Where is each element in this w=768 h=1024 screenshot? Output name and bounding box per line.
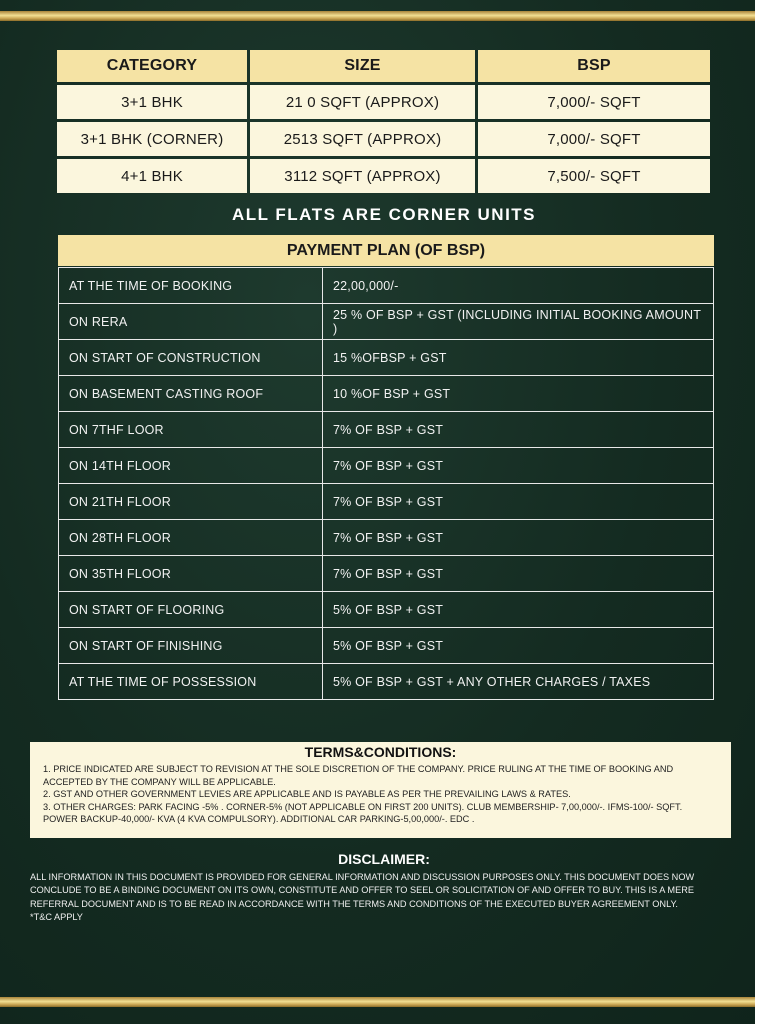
disclaimer-line: *T&C APPLY [30,911,83,922]
header-bsp: BSP [478,50,710,82]
table-row [59,520,714,556]
payment-amount: 7% OF BSP + GST [323,448,714,484]
payment-stage: ON START OF FINISHING [59,628,323,664]
unit-size-cell: 2513 SQFT (APPROX) [250,122,475,156]
header-category: CATEGORY [57,50,247,82]
terms-line: POWER BACKUP-40,000/- KVA (4 KVA COMPULSORY). ADDITIONAL CAR PARKING-5,00,000/-. EDC . [43,814,475,824]
table-row [59,376,714,412]
payment-amount: 7% OF BSP + GST [323,412,714,448]
terms-line: ACCEPTED BY THE COMPANY WILL BE APPLICABLE. [43,776,276,787]
payment-stage: ON START OF CONSTRUCTION [59,340,323,376]
payment-amount: 15 %OFBSP + GST [323,340,714,376]
unit-size-cell: 21 0 SQFT (APPROX) [250,85,475,119]
disclaimer-line: REFERRAL DOCUMENT AND IS TO BE READ IN ACCORDANCE WITH THE TERMS AND CONDITIONS OF THE EXECUTED BUYER AGREEMENT ONLY. [30,898,678,909]
table-row [59,556,714,592]
table-row [59,448,714,484]
disclaimer-text [30,871,730,924]
unit-category-cell: 4+1 BHK [57,159,247,193]
table-row [59,484,714,520]
disclaimer-title: DISCLAIMER: [338,851,430,867]
payment-amount: 10 %OF BSP + GST [323,376,714,412]
terms-box [30,742,731,838]
payment-stage: ON 14TH FLOOR [59,448,323,484]
payment-stage: AT THE TIME OF POSSESSION [59,664,323,700]
payment-amount: 5% OF BSP + GST [323,592,714,628]
payment-amount: 7% OF BSP + GST [323,520,714,556]
table-row [59,304,714,340]
payment-stage: ON 7THF LOOR [59,412,323,448]
terms-line: 1. PRICE INDICATED ARE SUBJECT TO REVISION AT THE SOLE DISCRETION OF THE COMPANY. PRICE RULING AT THE TIME OF BOOKING AND [43,764,674,774]
payment-plan-table [58,267,714,700]
payment-stage: ON START OF FLOORING [59,592,323,628]
table-row [59,628,714,664]
payment-stage: ON BASEMENT CASTING ROOF [59,376,323,412]
terms-line: 3. OTHER CHARGES: PARK FACING -5% . CORNER-5% (NOT APPLICABLE ON FIRST 200 UNITS). CLUB MEMBERSHIP- 7,00,000/-. IFMS-100/- SQFT. [43,801,683,812]
bottom-gold-bar [0,997,755,1007]
unit-bsp-cell: 7,500/- SQFT [478,159,710,193]
payment-amount: 25 % OF BSP + GST (INCLUDING INITIAL BOOKING AMOUNT ) [323,304,714,340]
table-row [59,592,714,628]
header-size: SIZE [250,50,475,82]
payment-stage: AT THE TIME OF BOOKING [59,268,323,304]
payment-stage: ON 28TH FLOOR [59,520,323,556]
unit-category-cell: 3+1 BHK (CORNER) [57,122,247,156]
unit-bsp-cell: 7,000/- SQFT [478,122,710,156]
payment-plan-title: PAYMENT PLAN (OF BSP) [58,235,714,266]
unit-category-cell: 3+1 BHK [57,85,247,119]
terms-title: TERMS&CONDITIONS: [304,744,457,760]
disclaimer-line: CONCLUDE TO BE A BINDING DOCUMENT ON ITS OWN, CONSTITUTE AND OFFER TO SEEL OR SOLICITATION OF AND OFFER TO BUY. THIS IS A MERE [30,885,694,896]
right-page-edge [755,0,768,1024]
disclaimer-line: ALL INFORMATION IN THIS DOCUMENT IS PROVIDED FOR GENERAL INFORMATION AND DISCUSSION PURPOSES ONLY. THIS DOCUMENT DOES NOW [30,872,695,882]
unit-bsp-cell: 7,000/- SQFT [478,85,710,119]
payment-stage: ON RERA [59,304,323,340]
payment-stage: ON 35TH FLOOR [59,556,323,592]
table-row [59,268,714,304]
payment-amount: 5% OF BSP + GST [323,628,714,664]
terms-line: 2. GST AND OTHER GOVERNMENT LEVIES ARE APPLICABLE AND IS PAYABLE AS PER THE PREVAILING LAWS & RATES. [43,789,571,799]
payment-stage: ON 21TH FLOOR [59,484,323,520]
payment-amount: 22,00,000/- [323,268,714,304]
table-row [59,340,714,376]
unit-category-table [57,50,710,193]
corner-units-note: ALL FLATS ARE CORNER UNITS [231,205,537,224]
unit-size-cell: 3112 SQFT (APPROX) [250,159,475,193]
top-gold-bar [0,11,755,21]
payment-amount: 7% OF BSP + GST [323,484,714,520]
table-row [59,412,714,448]
payment-amount: 7% OF BSP + GST [323,556,714,592]
payment-amount: 5% OF BSP + GST + ANY OTHER CHARGES / TAXES [323,664,714,700]
table-row [59,664,714,700]
